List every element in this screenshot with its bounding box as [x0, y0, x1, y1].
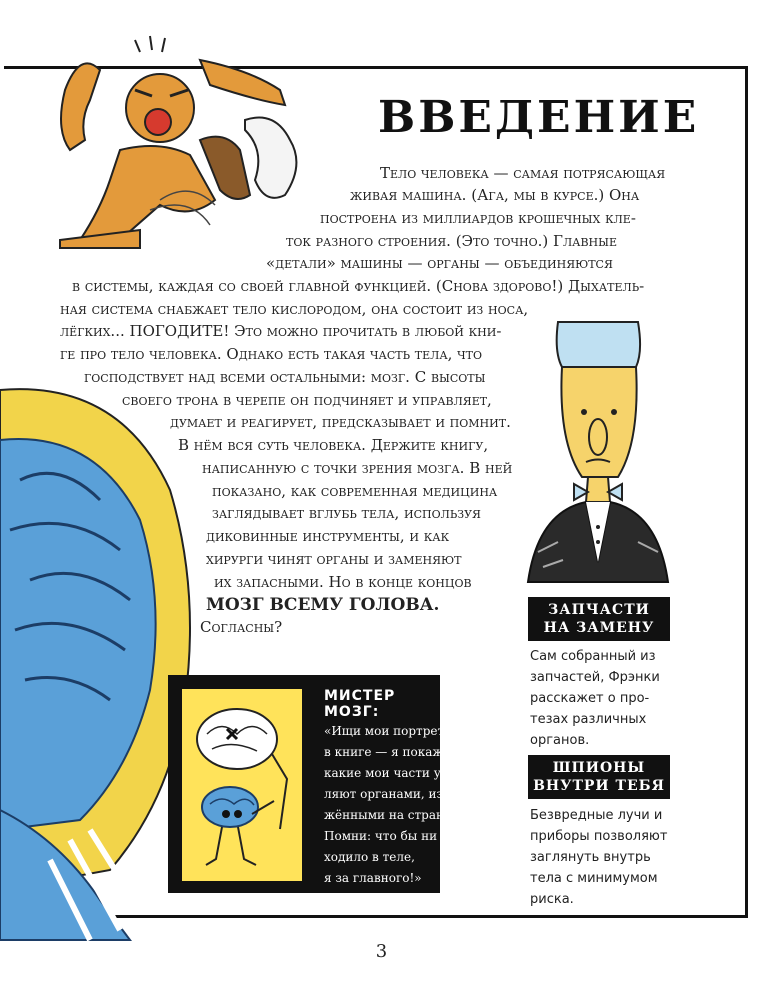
- intro-line: Согласны?: [200, 618, 283, 636]
- intro-line: лёгких... ПОГОДИТЕ! Это можно прочитать в любой кни-: [60, 322, 502, 340]
- mister-brain-quote-line: я за главного!»: [324, 871, 422, 885]
- spare-parts-text-line: органов.: [530, 733, 590, 748]
- mister-brain-quote-line: в книге — я покажу тебе,: [324, 745, 487, 759]
- mister-brain-box: [168, 675, 487, 893]
- spies-text-line: заглянуть внутрь: [530, 850, 651, 865]
- angry-man-illustration: [40, 30, 340, 260]
- intro-line: хирурги чинят органы и заменяют: [206, 550, 462, 568]
- frankie-illustration: [518, 312, 678, 592]
- intro-line: написанную с точки зрения мозга. В ней: [202, 459, 513, 477]
- spies-text: [530, 805, 680, 910]
- intro-line: В нём вся суть человека. Держите книгу,: [178, 436, 489, 454]
- spare-parts-text-line: Сам собранный из: [530, 649, 656, 664]
- intro-line: своего трона в черепе он подчиняет и управляет,: [122, 391, 492, 409]
- spies-text-line: риска.: [530, 892, 574, 907]
- mister-brain-quote-line: Помни: что бы ни проис-: [324, 829, 483, 843]
- intro-line: живая машина. (Ага, мы в курсе.) Она: [350, 186, 640, 204]
- intro-line: МОЗГ ВСЕМУ ГОЛОВА.: [206, 595, 440, 615]
- spare-parts-label-line: НА ЗАМЕНУ: [543, 620, 655, 636]
- spies-label-line: ШПИОНЫ: [552, 760, 646, 776]
- intro-line: их запасными. Но в конце концов: [214, 573, 472, 591]
- mister-brain-title: МИСТЕР МОЗГ:: [324, 688, 396, 720]
- spare-parts-text: [530, 646, 680, 751]
- intro-line: построена из миллиардов крошечных кле-: [320, 209, 636, 227]
- spare-parts-text-line: расскажет о про-: [530, 691, 650, 706]
- intro-line: в системы, каждая со своей главной функцией. (Снова здорово!) Дыхатель-: [72, 277, 645, 295]
- spare-parts-text-line: тезах различных: [530, 712, 647, 727]
- spies-text-line: Безвредные лучи и: [530, 808, 663, 823]
- spare-parts-label: [528, 597, 670, 641]
- mister-brain-quote-line: жёнными на странице.: [324, 808, 471, 822]
- mister-brain-quote-line: какие мои части управ-: [324, 766, 475, 780]
- intro-line: диковинные инструменты, и как: [206, 527, 450, 545]
- mister-brain-art: [182, 689, 302, 881]
- spare-parts-text-line: запчастей, Фрэнки: [530, 670, 660, 685]
- page-number: 3: [375, 941, 388, 962]
- intro-line: Тело человека — самая потрясающая: [380, 164, 666, 182]
- mister-brain-quote-line: ходило в теле,: [324, 850, 415, 864]
- spare-parts-label-line: ЗАПЧАСТИ: [548, 602, 650, 618]
- intro-line: «детали» машины — органы — объединяются: [266, 254, 613, 272]
- intro-line: показано, как современная медицина: [212, 482, 498, 500]
- mister-brain-quote: [324, 721, 486, 889]
- intro-line: ток разного строения. (Это точно.) Главные: [286, 232, 617, 250]
- spies-label: [528, 755, 670, 799]
- intro-line: ная система снабжает тело кислородом, она состоит из носа,: [60, 300, 529, 318]
- page-title: ВВЕДЕНИЕ: [378, 92, 700, 143]
- intro-line: господствует над всеми остальными: мозг. С высоты: [84, 368, 486, 386]
- spies-text-line: тела с минимумом: [530, 871, 658, 886]
- mister-brain-quote-line: «Ищи мои портреты: [324, 724, 454, 738]
- spies-label-line: ВНУТРИ ТЕБЯ: [533, 778, 665, 794]
- mister-brain-icon: [182, 689, 302, 881]
- intro-line: заглядывает вглубь тела, используя: [212, 504, 481, 522]
- spies-text-line: приборы позволяют: [530, 829, 668, 844]
- intro-line: думает и реагирует, предсказывает и помнит.: [170, 413, 511, 431]
- mister-brain-quote-line: ляют органами, изобра-: [324, 787, 477, 801]
- intro-line: ге про тело человека. Однако есть такая часть тела, что: [60, 345, 483, 363]
